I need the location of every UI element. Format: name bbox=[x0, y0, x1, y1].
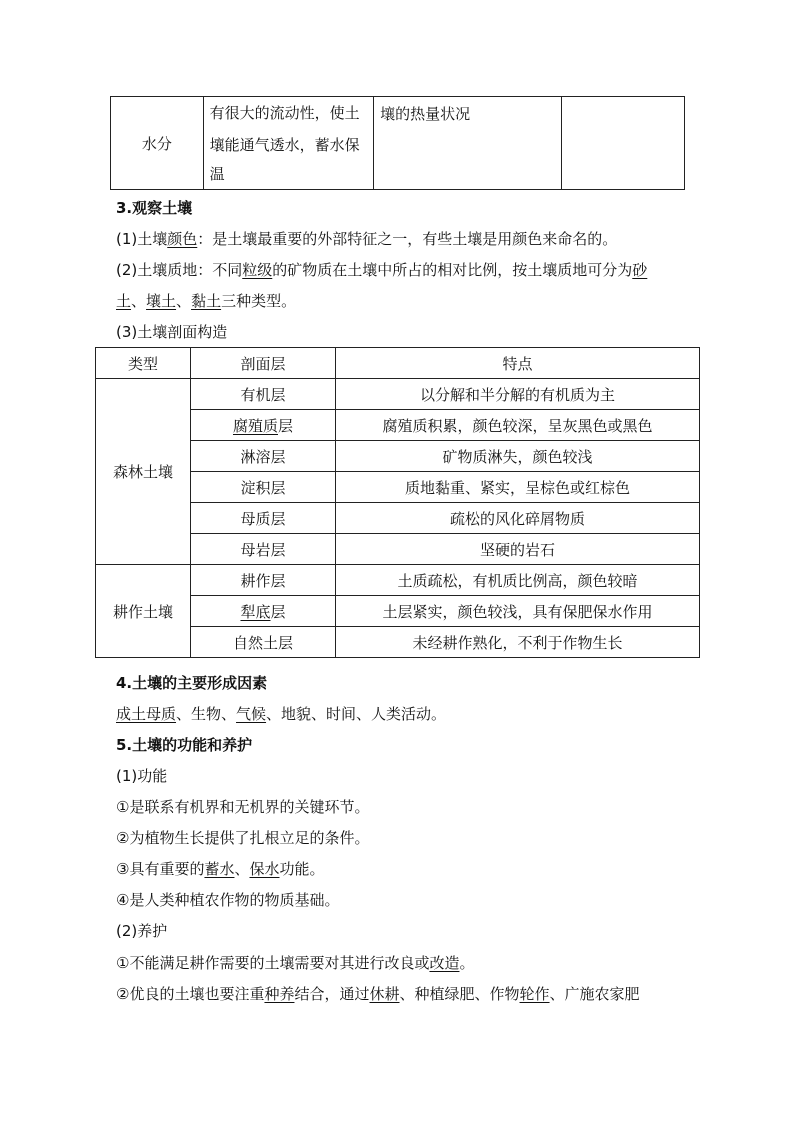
underlined-term: 成土母质 bbox=[116, 705, 177, 723]
underlined-term: 壤土 bbox=[146, 292, 177, 310]
role-line-1: 有很大的流动性，使土 bbox=[209, 104, 360, 122]
component-effect: 壤的热量状况 bbox=[380, 105, 471, 123]
care-item-2: ②优良的土壤也要注重种养结合，通过休耕、种植绿肥、作物轮作、广施农家肥 bbox=[116, 985, 640, 1003]
soil-type-cultivated: 耕作土壤 bbox=[96, 565, 191, 658]
underlined-term: 种养 bbox=[264, 985, 295, 1003]
layer-feature: 以分解和半分解的有机质为主 bbox=[336, 379, 700, 410]
subheading-care: (2)养护 bbox=[116, 922, 168, 940]
layer-feature: 土质疏松，有机质比例高，颜色较暗 bbox=[336, 565, 700, 596]
soil-type-forest: 森林土壤 bbox=[96, 379, 191, 565]
table-header-row bbox=[96, 348, 700, 379]
role-line-2: 壤能通气透水，蓄水保 bbox=[209, 136, 360, 154]
component-effect-cell bbox=[374, 97, 562, 190]
section-5-heading: 5.土壤的功能和养护 bbox=[116, 736, 253, 754]
underlined-term: 气候 bbox=[236, 705, 267, 723]
component-extra-cell bbox=[562, 97, 685, 190]
layer-name: 犁底层 bbox=[191, 596, 336, 627]
layer-name: 母岩层 bbox=[191, 534, 336, 565]
layer-name: 母质层 bbox=[191, 503, 336, 534]
function-item-1: ①是联系有机界和无机界的关键环节。 bbox=[116, 798, 370, 816]
layer-name: 淋溶层 bbox=[191, 441, 336, 472]
layer-feature: 腐殖质积累，颜色较深，呈灰黑色或黑色 bbox=[336, 410, 700, 441]
layer-feature: 质地黏重、紧实，呈棕色或红棕色 bbox=[336, 472, 700, 503]
paragraph-soil-texture-cont: 土、壤土、黏土三种类型。 bbox=[116, 292, 297, 310]
soil-profile-table bbox=[95, 347, 700, 658]
component-name: 水分 bbox=[141, 134, 172, 153]
table-row bbox=[96, 565, 700, 596]
care-item-1: ①不能满足耕作需要的土壤需要对其进行改良或改造。 bbox=[116, 954, 475, 972]
layer-feature: 矿物质淋失，颜色较浅 bbox=[336, 441, 700, 472]
layer-name: 腐殖质层 bbox=[191, 410, 336, 441]
layer-name: 有机层 bbox=[191, 379, 336, 410]
layer-feature: 未经耕作熟化，不利于作物生长 bbox=[336, 627, 700, 658]
underlined-term: 改造 bbox=[429, 954, 460, 972]
section-4-heading: 4.土壤的主要形成因素 bbox=[116, 674, 268, 692]
component-extra bbox=[562, 97, 684, 99]
role-line-3: 温 bbox=[209, 165, 225, 183]
paragraph-soil-texture: (2)土壤质地：不同粒级的矿物质在土壤中所占的相对比例，按土壤质地可分为砂 bbox=[116, 261, 648, 279]
underlined-term: 休耕 bbox=[369, 985, 400, 1003]
soil-components-table-continued bbox=[110, 96, 685, 190]
function-item-3: ③具有重要的蓄水、保水功能。 bbox=[116, 860, 325, 878]
header-feature: 特点 bbox=[336, 348, 700, 379]
paragraph-soil-profile: (3)土壤剖面构造 bbox=[116, 323, 228, 341]
underlined-term: 保水 bbox=[249, 860, 280, 878]
section-3-heading: 3.观察土壤 bbox=[116, 199, 193, 217]
underlined-term: 蓄水 bbox=[204, 860, 235, 878]
subheading-function: (1)功能 bbox=[116, 767, 168, 785]
underlined-term: 土 bbox=[116, 292, 132, 310]
function-item-4: ④是人类种植农作物的物质基础。 bbox=[116, 891, 340, 909]
component-role-cell bbox=[203, 97, 373, 190]
layer-name: 自然土层 bbox=[191, 627, 336, 658]
underlined-term: 颜色 bbox=[167, 230, 198, 248]
underlined-term: 粒级 bbox=[242, 261, 273, 279]
layer-name: 淀积层 bbox=[191, 472, 336, 503]
formation-factors: 成土母质、生物、气候、地貌、时间、人类活动。 bbox=[116, 705, 447, 723]
header-type: 类型 bbox=[96, 348, 191, 379]
layer-name: 耕作层 bbox=[191, 565, 336, 596]
header-layer: 剖面层 bbox=[191, 348, 336, 379]
underlined-term: 砂 bbox=[632, 261, 648, 279]
paragraph-soil-color: (1)土壤颜色：是土壤最重要的外部特征之一，有些土壤是用颜色来命名的。 bbox=[116, 230, 618, 248]
layer-feature: 疏松的风化碎屑物质 bbox=[336, 503, 700, 534]
function-item-2: ②为植物生长提供了扎根立足的条件。 bbox=[116, 829, 370, 847]
component-name-cell bbox=[111, 97, 204, 190]
underlined-term: 黏土 bbox=[191, 292, 222, 310]
table-row bbox=[111, 97, 685, 190]
underlined-term: 轮作 bbox=[519, 985, 550, 1003]
table-row bbox=[96, 379, 700, 410]
layer-feature: 坚硬的岩石 bbox=[336, 534, 700, 565]
layer-feature: 土层紧实，颜色较浅，具有保肥保水作用 bbox=[336, 596, 700, 627]
